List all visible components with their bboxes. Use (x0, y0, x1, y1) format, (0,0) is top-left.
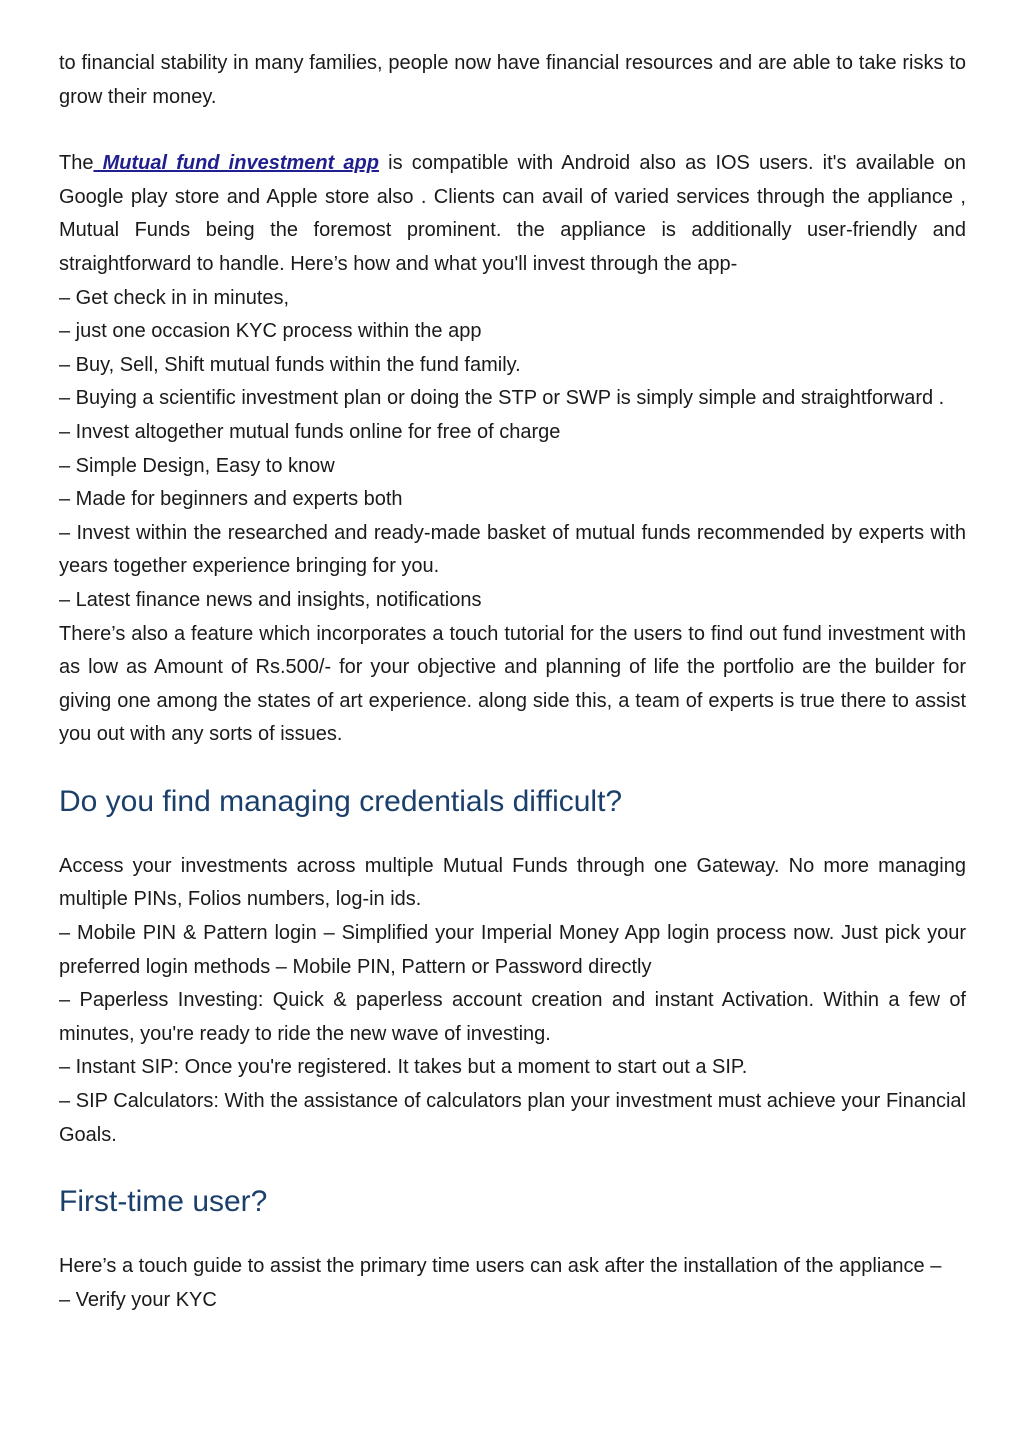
paragraph-rest: is compatible with Android also as IOS users. it's available on Google play store and Apple store also . Clients can avail of varied services through the appliance , Mutual Funds being the foremost prominent. the appliance is additionally user-friendly and straightforward to handle. Here’s how and what you'll invest through the app- (59, 152, 966, 275)
app-description-paragraph (59, 147, 966, 281)
document-page (59, 47, 966, 1317)
section-heading-first-time-user: First-time user? (59, 1185, 268, 1219)
credentials-paragraph: Access your investments across multiple Mutual Funds through one Gateway. No more managing multiple PINs, Folios numbers, log-in ids. (59, 854, 966, 911)
mutual-fund-app-link[interactable]: Mutual fund investment app (93, 152, 379, 175)
intro-paragraph: to financial stability in many families, people now have financial resources and are able to take risks to grow their money. (59, 52, 966, 108)
list-item: – Verify your KYC (59, 1288, 217, 1311)
list-item: – Get check in in minutes, (59, 286, 290, 309)
section-heading-credentials: Do you find managing credentials difficult? (59, 784, 623, 818)
list-item: – SIP Calculators: With the assistance of calculators plan your investment must achieve your Financial Goals. (59, 1090, 966, 1146)
list-item: – Simple Design, Easy to know (59, 454, 335, 477)
list-item: – Invest altogether mutual funds online for free of charge (59, 420, 561, 443)
list-item: – Invest within the researched and ready-made basket of mutual funds recommended by experts with years together experience bringing for you. (59, 521, 966, 578)
list-item: – Made for beginners and experts both (59, 488, 403, 511)
list-item: – Instant SIP: Once you're registered. It takes but a moment to start out a SIP. (59, 1056, 748, 1079)
tutorial-paragraph: There’s also a feature which incorporates a touch tutorial for the users to find out fund investment with as low as Amount of Rs.500/- for your objective and planning of life the portfolio are the builder for giving one among the states of art experience. along side this, a team of experts is true there to assist you out with any sorts of issues. (59, 622, 966, 746)
list-item: – Paperless Investing: Quick & paperless account creation and instant Activation. Within a few of minutes, you're ready to ride the new wave of investing. (59, 989, 966, 1045)
first-time-user-paragraph: Here’s a touch guide to assist the primary time users can ask after the installation of the appliance – (59, 1255, 942, 1278)
paragraph-prefix: The (59, 152, 94, 175)
list-item: – Mobile PIN & Pattern login – Simplified your Imperial Money App login process now. Just pick your preferred login methods – Mobile PIN, Pattern or Password directly (59, 922, 966, 978)
list-item: – Buying a scientific investment plan or doing the STP or SWP is simply simple and straightforward . (59, 387, 945, 410)
list-item: – Latest finance news and insights, notifications (59, 588, 482, 611)
paragraph-spacer (59, 114, 966, 147)
list-item: – Buy, Sell, Shift mutual funds within the fund family. (59, 353, 521, 376)
list-item: – just one occasion KYC process within the app (59, 320, 482, 343)
